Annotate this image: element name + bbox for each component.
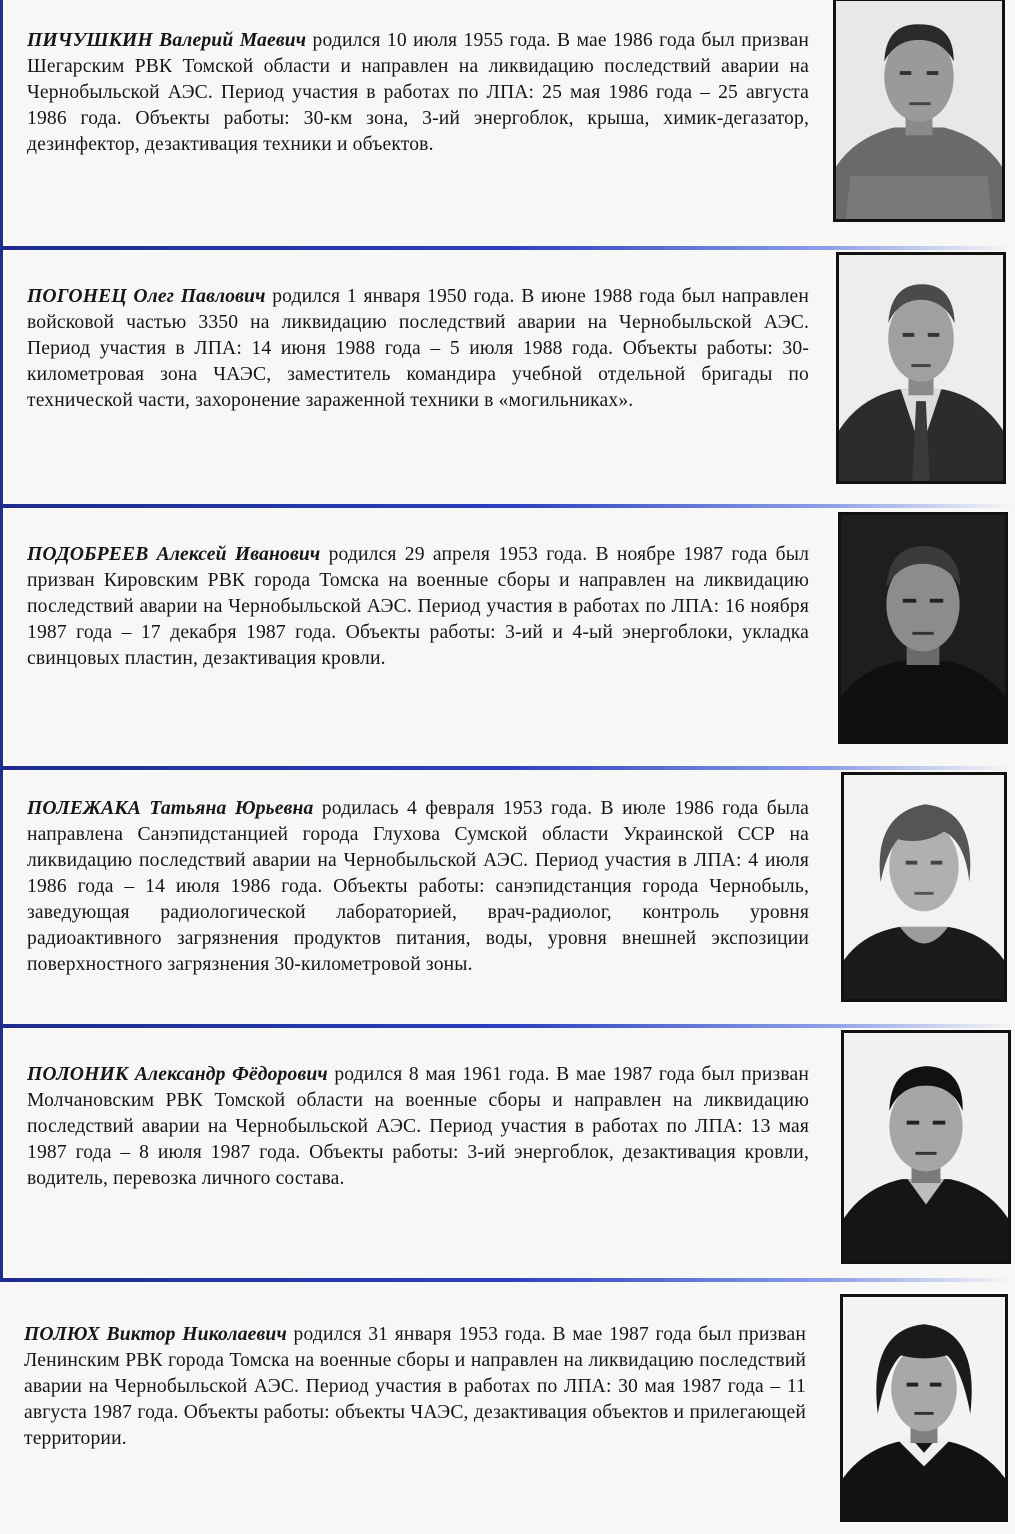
bio-text bbox=[27, 28, 809, 158]
person-name: ПОДОБРЕЕВ Алексей Иванович bbox=[27, 544, 321, 565]
bio-entry-3 bbox=[0, 508, 1015, 770]
bio-body: родился 31 января 1953 года. В мае 1987 года был призван Ленинским РВК города Томска на военные сборы и направлен на ликвидацию последствий аварии на Чернобыльской АЭС. Период участия в работах по ЛПА: 30 мая 1987 года – 11 августа 1987 года. Объекты работы: объекты ЧАЭС, дезактивация объектов и прилегающей территории. bbox=[24, 1324, 806, 1449]
bio-entry-1 bbox=[0, 0, 1015, 250]
portrait-photo bbox=[840, 1294, 1008, 1522]
person-name: ПОЛОНИК Александр Фёдорович bbox=[27, 1064, 328, 1085]
bio-body: родился 1 января 1950 года. В июне 1988 года был направлен войсковой частью 3350 на ликвидацию последствий аварии на Чернобыльской АЭС. Период участия в ЛПА: 14 июня 1988 года – 5 июля 1988 года. Объекты работы: 30-километровая зона ЧАЭС, заместитель командира учебной отдельной бригады по технической части, захоронение зараженной техники в «могильниках». bbox=[27, 286, 810, 411]
bio-entry-2 bbox=[0, 250, 1015, 508]
portrait-photo bbox=[841, 1030, 1011, 1264]
portrait-photo bbox=[836, 252, 1006, 484]
bio-text bbox=[27, 284, 809, 414]
person-name: ПОЛЕЖАКА Татьяна Юрьевна bbox=[27, 798, 314, 819]
bio-text bbox=[27, 542, 809, 672]
portrait-photo bbox=[841, 772, 1007, 1002]
bio-body: родился 29 апреля 1953 года. В ноябре 1987 года был призван Кировским РВК города Томска на военные сборы и направлен на ликвидацию последствий аварии на Чернобыльской АЭС. Период участия в работах по ЛПА: 16 ноября 1987 года – 17 декабря 1987 года. Объекты работы: 3-ий и 4-ый энергоблоки, укладка свинцовых пластин, дезактивация кровли. bbox=[27, 544, 809, 669]
person-name: ПОЛЮХ Виктор Николаевич bbox=[24, 1324, 287, 1345]
bio-body: родилась 4 февраля 1953 года. В июле 1986 года была направлена Санэпидстанцией города Глухова Сумской области Украинской ССР на ликвидацию последствий аварии на Чернобыльской АЭС. Период участия в ЛПА: 4 июля 1986 года – 14 июля 1986 года. Объекты работы: санэпидстанция города Чернобыль, заведующая радиологической лабораторией, врач-радиолог, контроль уровня радиоактивного загрязнения продуктов питания, воды, уровня внешней экспозиции поверхностного загрязнения 30-километровой зоны. bbox=[27, 798, 809, 975]
person-name: ПИЧУШКИН Валерий Маевич bbox=[27, 30, 307, 51]
bio-entry-4 bbox=[0, 770, 1015, 1028]
portrait-photo bbox=[838, 512, 1008, 744]
woman-portrait-icon bbox=[844, 775, 1004, 999]
bio-entry-5 bbox=[0, 1028, 1015, 1282]
man-portrait-tracksuit-icon bbox=[843, 1297, 1005, 1519]
man-portrait-jacket-icon bbox=[844, 1033, 1008, 1261]
man-portrait-dark-icon bbox=[841, 515, 1005, 741]
person-name: ПОГОНЕЦ Олег Павлович bbox=[27, 286, 266, 307]
bio-entry-6 bbox=[0, 1282, 1015, 1534]
portrait-photo bbox=[833, 0, 1005, 222]
bio-body: родился 8 мая 1961 года. В мае 1987 года был призван Молчановским РВК Томской области на военные сборы и направлен на ликвидацию последствий аварии на Чернобыльской АЭС. Период участия в работах по ЛПА: 13 мая 1987 года – 8 июля 1987 года. Объекты работы: 3-ий энергоблок, дезактивация кровли, водитель, перевозка личного состава. bbox=[27, 1064, 809, 1189]
bio-text bbox=[27, 1062, 809, 1192]
man-portrait-sweater-icon bbox=[836, 1, 1002, 219]
bio-text bbox=[27, 796, 809, 978]
man-portrait-suit-icon bbox=[839, 255, 1003, 481]
bio-body: родился 10 июля 1955 года. В мае 1986 года был призван Шегарским РВК Томской области и направлен на ликвидацию последствий аварии на Чернобыльской АЭС. Период участия в работах по ЛПА: 25 мая 1986 года – 25 августа 1986 года. Объекты работы: 30-км зона, 3-ий энергоблок, крыша, химик-дегазатор, дезинфектор, дезактивация техники и объектов. bbox=[27, 30, 809, 155]
bio-text bbox=[24, 1322, 806, 1452]
